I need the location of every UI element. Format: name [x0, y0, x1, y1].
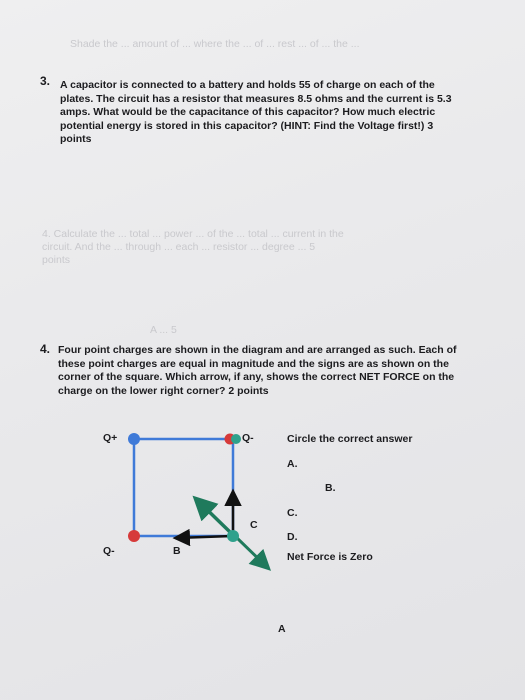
charge-top-right-green	[231, 434, 241, 444]
faint-middle-text: 4. Calculate the ... total ... power ... of the ... total ... current in the circuit. And the ... through ... each ... resistor ... degree ... 5 points	[42, 228, 344, 266]
question-4-number: 4.	[40, 342, 51, 356]
answer-option-d: D.	[287, 531, 298, 543]
label-bottom-left-charge: Q-	[103, 545, 115, 557]
charge-top-left	[128, 433, 140, 445]
faint-header-text: Shade the ... amount of ... where the ... of ... rest ... of ... the ...	[70, 38, 360, 50]
arrow-a-line	[236, 537, 268, 568]
answer-option-a: A.	[287, 458, 298, 470]
answer-option-b: B.	[325, 482, 336, 494]
label-arrow-a-bottom: A	[278, 623, 286, 635]
label-arrow-c: C	[250, 519, 258, 531]
question-3-text: A capacitor is connected to a battery and holds 55 of charge on each of the plates. The circuit has a resistor that measures 8.5 ohms and the current is 5.3 amps. What would be the capacitance of this capacitor? How much electric potential energy is stored in this capacitor? (HINT: Find the Voltage first!) 3 points	[60, 79, 452, 145]
arrow-d-line	[196, 499, 230, 532]
charge-bottom-right	[227, 530, 239, 542]
answer-option-net-zero: Net Force is Zero	[287, 551, 373, 563]
question-3-number: 3.	[40, 74, 51, 88]
answer-option-c: C.	[287, 507, 298, 519]
label-arrow-b: B	[173, 545, 181, 557]
question-4-text: Four point charges are shown in the diagram and are arranged as such. Each of these point charges are equal in magnitude and the signs are as shown on the corner of the square. Which arrow, if any, shows the correct NET FORCE on the charge on the lower right corner? 2 points	[58, 344, 457, 397]
charge-bottom-left	[128, 530, 140, 542]
answer-instruction: Circle the correct answer	[287, 433, 413, 445]
faint-fragment: A ... 5	[150, 324, 177, 336]
label-top-right-charge: Q-	[242, 432, 254, 444]
label-top-left-charge: Q+	[103, 432, 118, 444]
